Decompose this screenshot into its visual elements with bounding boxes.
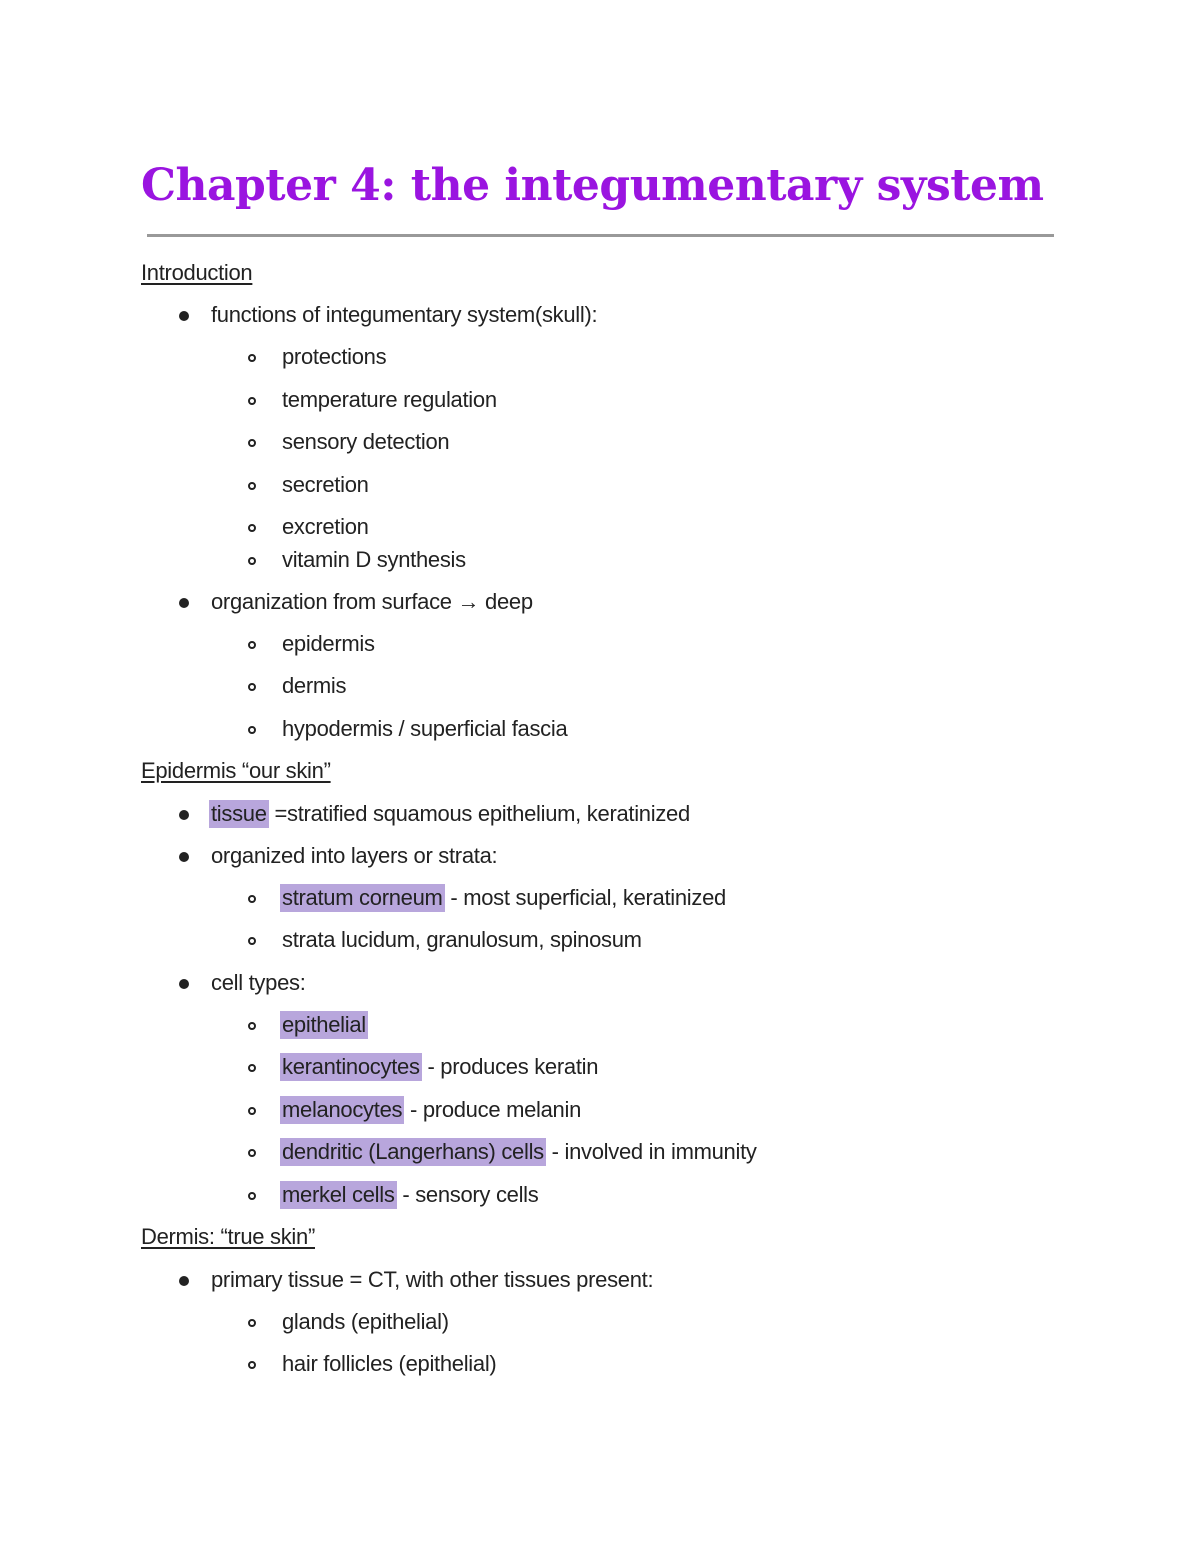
bullet-circle-icon bbox=[248, 1064, 256, 1072]
list-item bbox=[211, 799, 690, 829]
bullet-circle-icon bbox=[248, 524, 256, 532]
bullet-circle-icon bbox=[248, 726, 256, 734]
list-item: organized into layers or strata: bbox=[211, 843, 498, 868]
list-item: temperature regulation bbox=[282, 387, 497, 412]
highlighted-term: kerantinocytes bbox=[282, 1054, 420, 1079]
bullet-disc-icon bbox=[179, 1276, 189, 1286]
highlighted-term: merkel cells bbox=[282, 1182, 395, 1207]
bullet-circle-icon bbox=[248, 1192, 256, 1200]
bullet-circle-icon bbox=[248, 641, 256, 649]
bullet-circle-icon bbox=[248, 683, 256, 691]
list-item bbox=[282, 1137, 757, 1167]
page-title: Chapter 4: the integumentary system bbox=[141, 160, 1044, 211]
list-item bbox=[282, 1052, 598, 1082]
bullet-disc-icon bbox=[179, 598, 189, 608]
term-description: - produces keratin bbox=[421, 1054, 599, 1079]
bullet-circle-icon bbox=[248, 397, 256, 405]
bullet-circle-icon bbox=[248, 557, 256, 565]
bullet-disc-icon bbox=[179, 810, 189, 820]
term-description: =stratified squamous epithelium, keratinized bbox=[268, 801, 690, 826]
term-description: - produce melanin bbox=[404, 1097, 582, 1122]
list-item: epidermis bbox=[282, 631, 375, 656]
highlighted-term: epithelial bbox=[282, 1012, 366, 1037]
section-heading-epidermis: Epidermis “our skin” bbox=[141, 758, 331, 783]
bullet-circle-icon bbox=[248, 1361, 256, 1369]
section-heading-introduction: Introduction bbox=[141, 260, 253, 285]
list-item: organization from surface → deep bbox=[211, 589, 533, 614]
bullet-circle-icon bbox=[248, 1107, 256, 1115]
list-item: excretion bbox=[282, 514, 369, 539]
title-divider bbox=[147, 234, 1054, 237]
highlighted-term: stratum corneum bbox=[282, 885, 443, 910]
list-item bbox=[282, 1010, 368, 1040]
bullet-disc-icon bbox=[179, 852, 189, 862]
list-item bbox=[282, 1095, 581, 1125]
highlighted-term: dendritic (Langerhans) cells bbox=[282, 1139, 544, 1164]
list-item: secretion bbox=[282, 472, 369, 497]
list-item: strata lucidum, granulosum, spinosum bbox=[282, 927, 642, 952]
highlighted-term: tissue bbox=[211, 801, 267, 826]
list-item: hypodermis / superficial fascia bbox=[282, 716, 568, 741]
bullet-circle-icon bbox=[248, 937, 256, 945]
bullet-circle-icon bbox=[248, 1319, 256, 1327]
list-item bbox=[282, 1180, 538, 1210]
bullet-disc-icon bbox=[179, 979, 189, 989]
list-item: glands (epithelial) bbox=[282, 1309, 449, 1334]
term-description: - involved in immunity bbox=[545, 1139, 757, 1164]
list-item: vitamin D synthesis bbox=[282, 547, 466, 572]
list-item: dermis bbox=[282, 673, 347, 698]
list-item: hair follicles (epithelial) bbox=[282, 1351, 497, 1376]
list-item: sensory detection bbox=[282, 429, 450, 454]
bullet-circle-icon bbox=[248, 354, 256, 362]
bullet-circle-icon bbox=[248, 439, 256, 447]
term-description: - sensory cells bbox=[396, 1182, 539, 1207]
list-item: primary tissue = CT, with other tissues present: bbox=[211, 1267, 654, 1292]
bullet-circle-icon bbox=[248, 1022, 256, 1030]
section-heading-dermis: Dermis: “true skin” bbox=[141, 1224, 315, 1249]
term-description: - most superficial, keratinized bbox=[444, 885, 726, 910]
list-item: cell types: bbox=[211, 970, 306, 995]
bullet-circle-icon bbox=[248, 482, 256, 490]
bullet-circle-icon bbox=[248, 895, 256, 903]
bullet-circle-icon bbox=[248, 1149, 256, 1157]
bullet-disc-icon bbox=[179, 311, 189, 321]
list-item: functions of integumentary system(skull): bbox=[211, 302, 598, 327]
list-item bbox=[282, 883, 726, 913]
list-item: protections bbox=[282, 344, 387, 369]
highlighted-term: melanocytes bbox=[282, 1097, 403, 1122]
